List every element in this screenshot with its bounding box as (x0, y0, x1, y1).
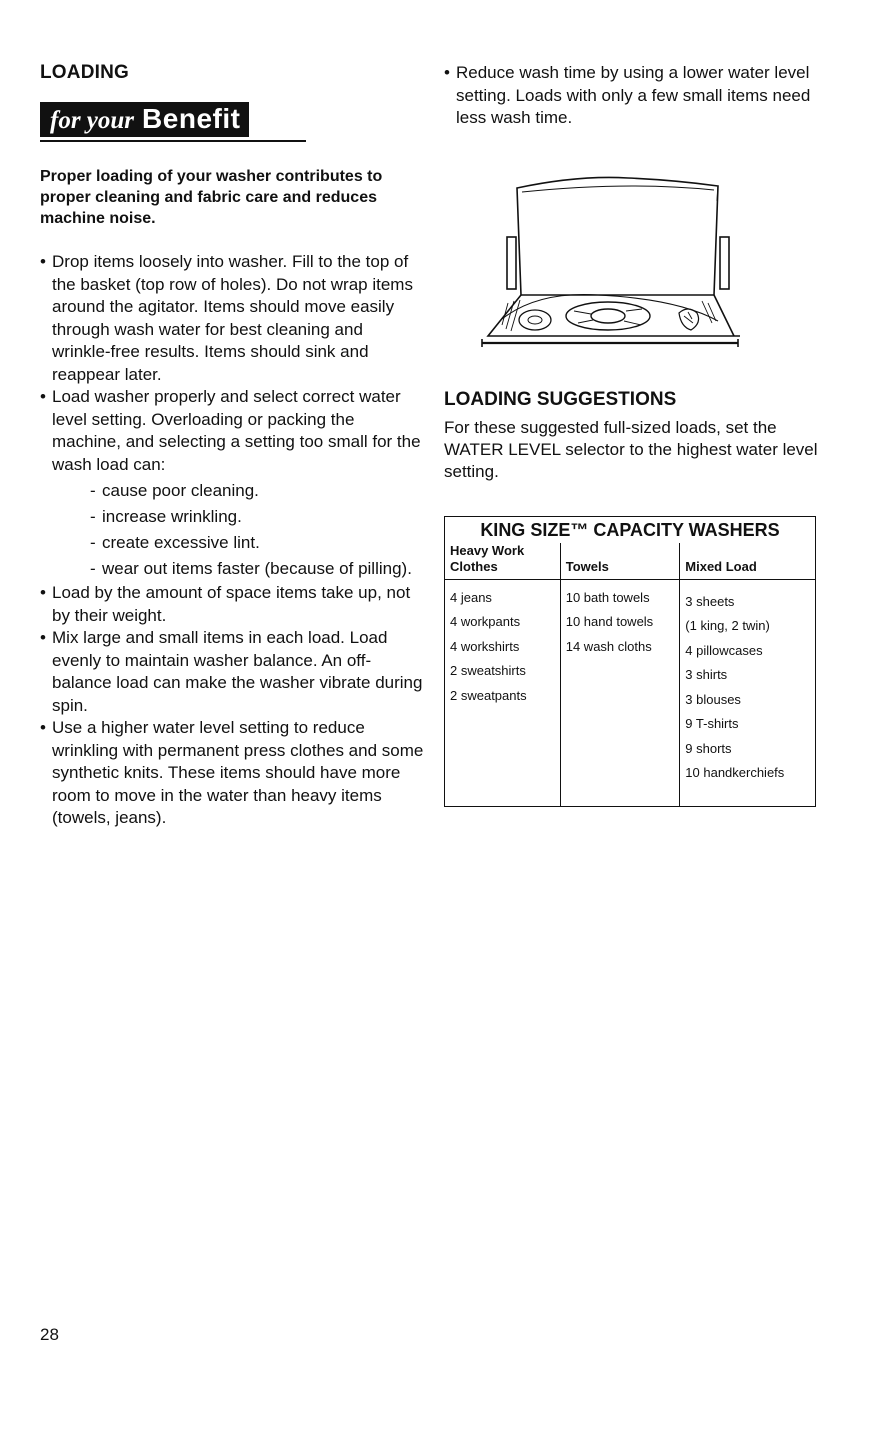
right-column (444, 62, 824, 807)
header-towels: Towels (560, 543, 680, 580)
washer-drawing (478, 153, 740, 353)
list-item: 2 sweatshirts (450, 663, 526, 678)
bullet-item (444, 62, 824, 130)
bullet-item (40, 251, 425, 386)
header-mixed-load: Mixed Load (680, 543, 816, 580)
bullet-text: Mix large and small items in each load. Load evenly to maintain washer balance. An off-balance load can make the washer vibrate during spin. (52, 628, 423, 715)
sub-item: - increase wrinkling. (90, 504, 425, 530)
sub-list (52, 478, 425, 582)
mixed-load-values (680, 579, 816, 806)
badge-underline (40, 140, 306, 142)
towels-values (560, 579, 680, 806)
header-heavy-line2: Clothes (450, 558, 498, 574)
sub-item: - wear out items faster (because of pilling). (90, 556, 425, 582)
header-heavy-line1: Heavy Work (450, 542, 525, 558)
wash-time-bullets (444, 62, 824, 130)
list-item: 3 blouses (685, 691, 741, 707)
header-heavy-work-clothes (445, 543, 561, 580)
list-item: 9 shorts (685, 740, 732, 756)
list-item: 9 T-shirts (685, 716, 739, 731)
bullet-text: Drop items loosely into washer. Fill to the top of the basket (top row of holes). Do not wrap items around the agitator. Items should move easily through wash water for best cleaning and wrinkle-free results. Items should sink and reappear later. (52, 252, 413, 384)
list-item: 4 workshirts (450, 638, 520, 654)
sub-item: - create excessive lint. (90, 530, 425, 556)
washer-illustration (478, 153, 740, 353)
capacity-table-title: KING SIZE™ CAPACITY WASHERS (445, 516, 816, 543)
list-item: 14 wash cloths (565, 638, 652, 654)
list-item: 4 workpants (450, 614, 521, 629)
list-item: 10 handkerchiefs (685, 765, 785, 780)
list-item: 4 pillowcases (685, 642, 763, 658)
list-item: 3 sheets (685, 593, 735, 609)
bullet-item (40, 582, 425, 627)
bullet-text: Reduce wash time by using a lower water level setting. Loads with only a few small items need less wash time. (456, 63, 811, 127)
list-item: 10 hand towels (565, 614, 654, 629)
badge-for-your: for your (50, 107, 135, 134)
bullet-item (40, 627, 425, 717)
for-your-benefit-badge (40, 102, 249, 137)
capacity-table (444, 516, 816, 807)
loading-suggestions-text: For these suggested full-sized loads, set the WATER LEVEL selector to the highest water level setting. (444, 417, 818, 481)
list-item: 2 sweatpants (450, 687, 527, 703)
bullet-text: Use a higher water level setting to reduce wrinkling with permanent press clothes and some synthetic knits. These items should have more room to move in the water than heavy items (towels, jeans). (52, 718, 424, 827)
list-item: 4 jeans (450, 589, 492, 605)
bullet-text: Load by the amount of space items take up, not by their weight. (52, 583, 411, 625)
list-item: 10 bath towels (565, 589, 650, 605)
list-item: 3 shirts (685, 667, 728, 682)
page-number: 28 (40, 1325, 59, 1344)
section-title-loading: LOADING (40, 62, 130, 83)
loading-suggestions-title: LOADING SUGGESTIONS (444, 388, 677, 410)
bullet-item (40, 717, 425, 830)
list-item: (1 king, 2 twin) (685, 618, 770, 633)
heavy-work-values (445, 579, 561, 806)
left-column (40, 62, 425, 830)
loading-bullets (40, 251, 425, 830)
badge-benefit: Benefit (142, 103, 241, 134)
bullet-text: Load washer properly and select correct water level setting. Overloading or packing the machine, and selecting a setting too small for the wash load can: (52, 387, 421, 474)
intro-text: Proper loading of your washer contributes to proper cleaning and fabric care and reduces machine noise. (40, 168, 383, 227)
bullet-item (40, 386, 425, 582)
sub-item: - cause poor cleaning. (90, 478, 425, 504)
